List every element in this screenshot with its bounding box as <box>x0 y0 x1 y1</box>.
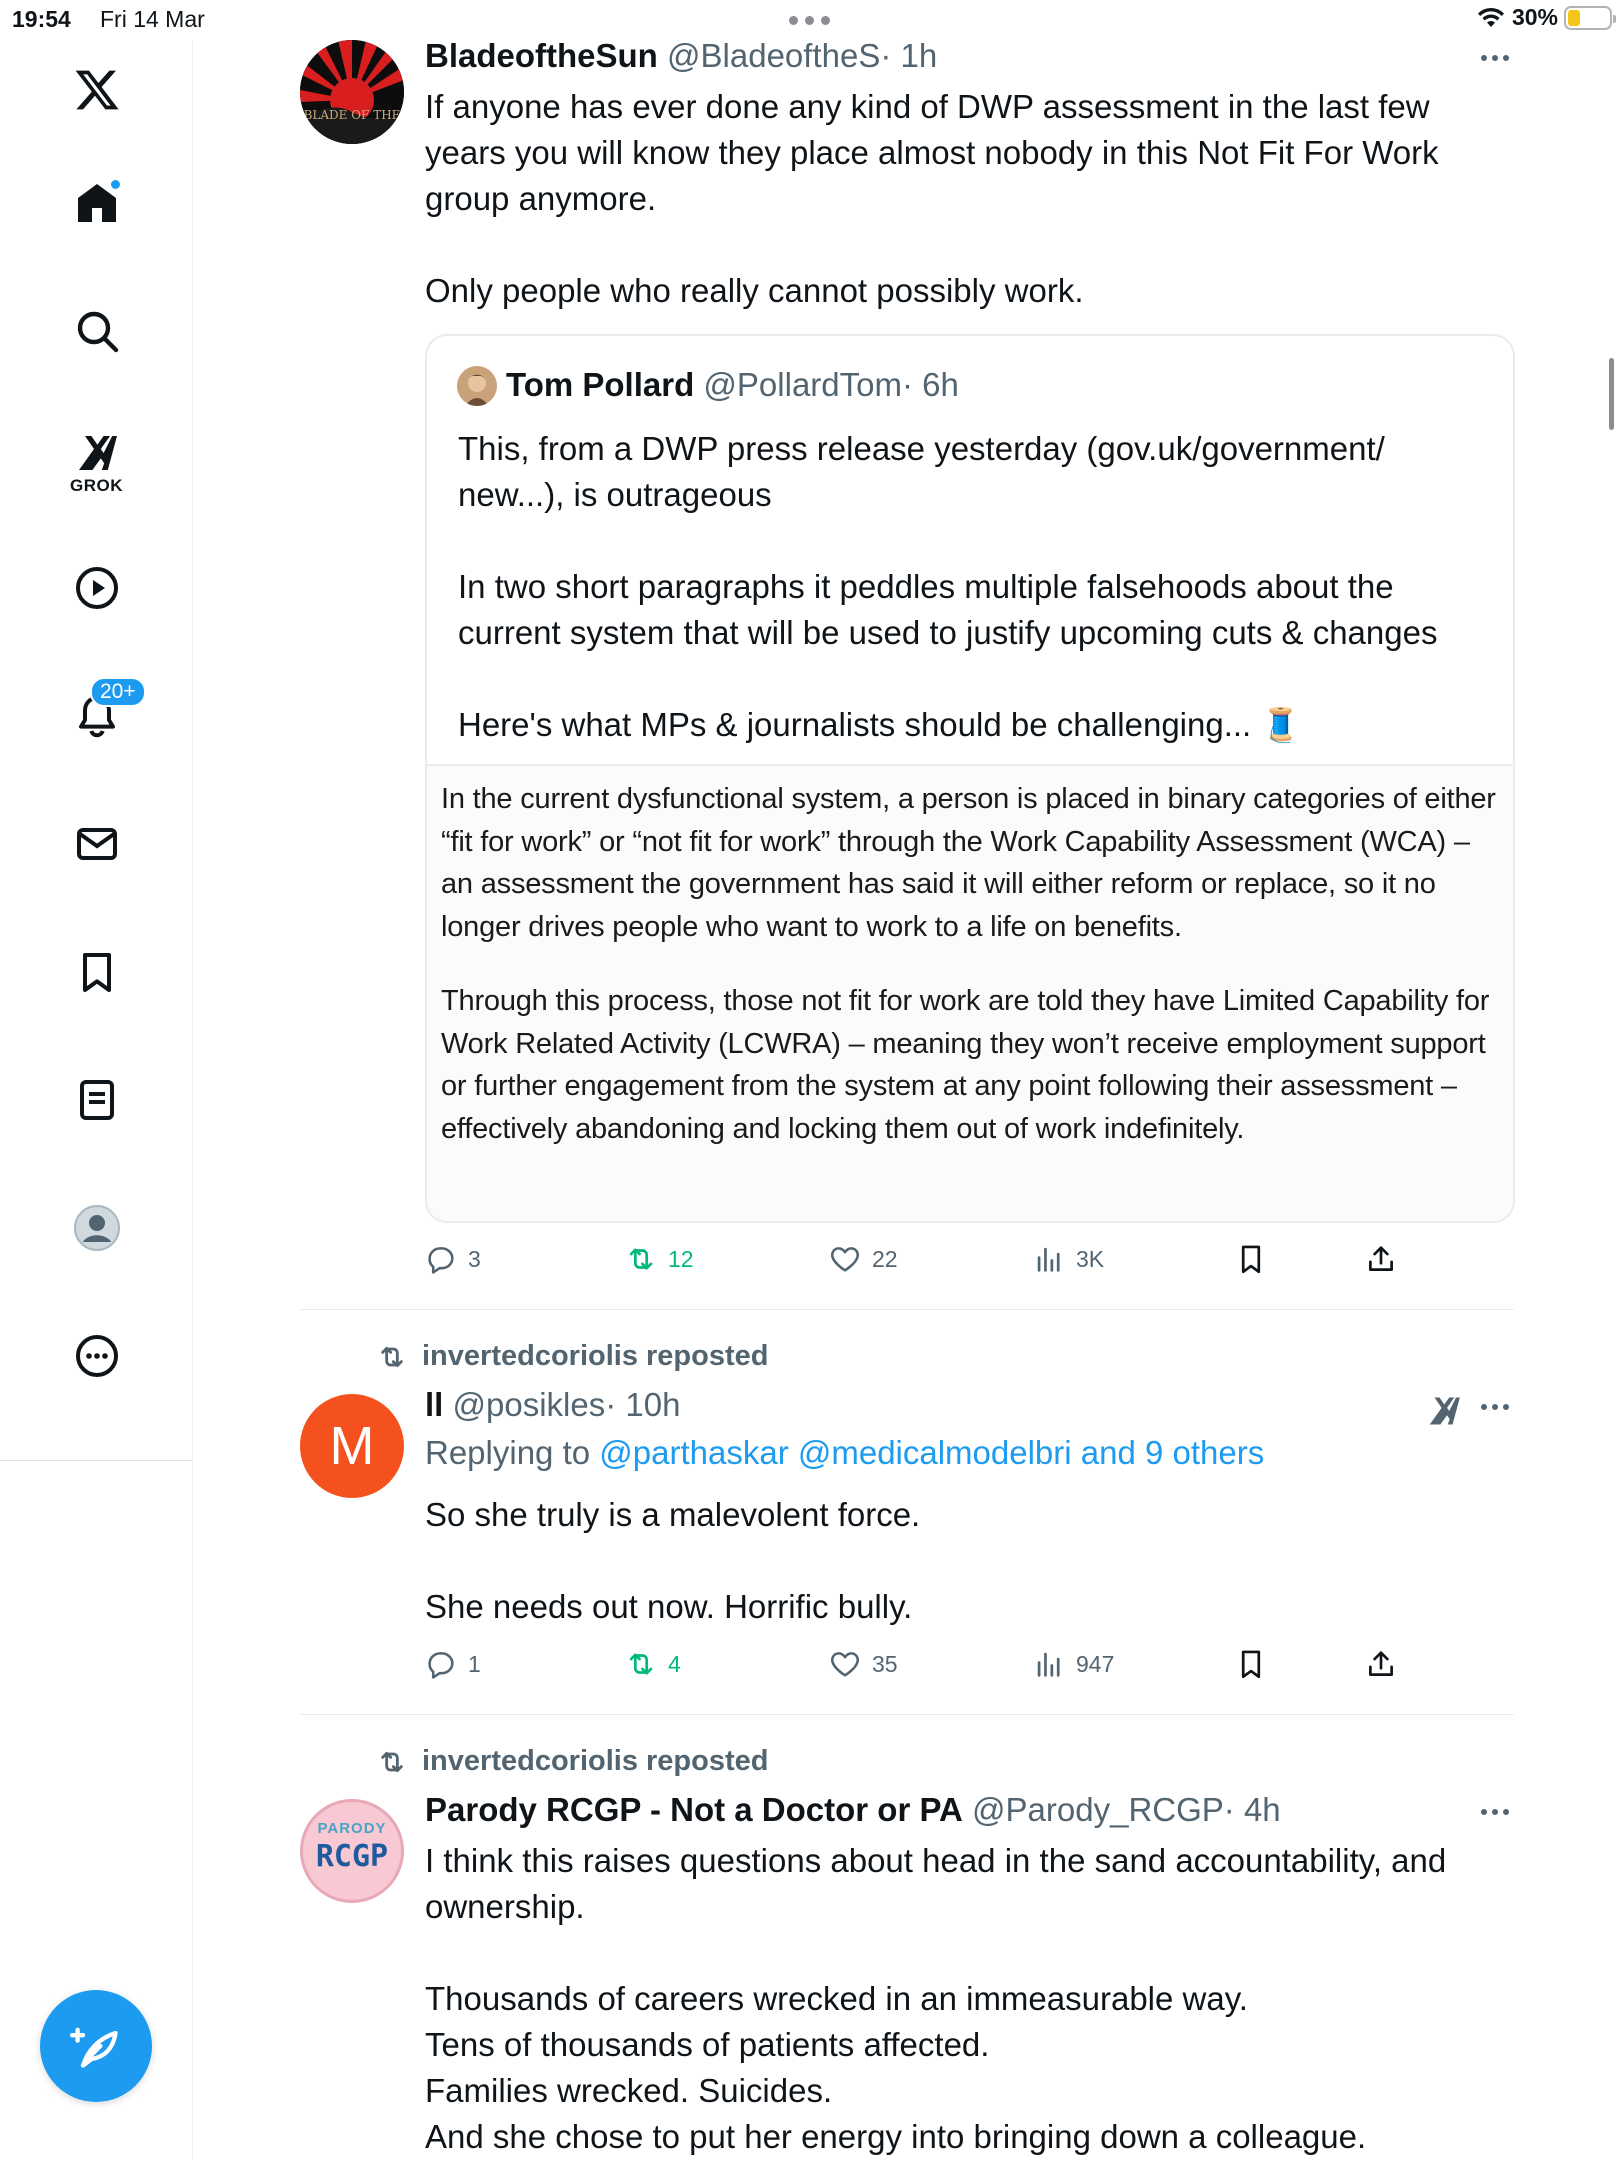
author-name[interactable]: ll <box>425 1386 444 1423</box>
like-button[interactable] <box>828 1242 898 1276</box>
bookmark-icon <box>1234 1647 1268 1681</box>
repost-context[interactable] <box>376 1745 769 1778</box>
bookmark-icon <box>1234 1242 1268 1276</box>
repost-count: 4 <box>668 1650 681 1677</box>
battery-percent: 30% <box>1511 4 1558 30</box>
post-paragraph: She needs out now. Horrific bully. <box>425 1588 913 1625</box>
quoted-post[interactable] <box>425 334 1515 1223</box>
multitasking-dots[interactable] <box>789 16 830 25</box>
quoted-image[interactable] <box>427 764 1515 1223</box>
post-paragraph: Thousands of careers wrecked in an immeasurable way. <box>425 1980 1248 2017</box>
grok-explain-icon[interactable] <box>1425 1392 1463 1430</box>
quoted-avatar[interactable] <box>457 366 497 406</box>
post-paragraph: So she truly is a malevolent force. <box>425 1496 921 1533</box>
post-paragraph: And she chose to put her energy into bringing down a colleague. <box>425 2118 1367 2155</box>
post-text <box>425 84 1515 314</box>
status-time: 19:54 <box>12 6 71 32</box>
author-handle[interactable]: @Parody_RCGP <box>972 1791 1224 1828</box>
repost-icon <box>376 1341 408 1373</box>
compose-feather-icon <box>70 2020 122 2072</box>
post-paragraph: I think this raises questions about head in the sand accountability, and ownership. <box>425 1842 1447 1925</box>
repost-count: 12 <box>668 1245 694 1272</box>
repost-icon <box>376 1746 408 1778</box>
bookmarks-icon[interactable] <box>64 939 130 1005</box>
grok-label: GROK <box>70 476 123 495</box>
like-button[interactable] <box>828 1647 898 1681</box>
reply-button[interactable] <box>424 1242 481 1276</box>
reposted-by: invertedcoriolis reposted <box>422 1340 769 1372</box>
quoted-paragraph: In two short paragraphs it peddles multiple falsehoods about the current system that will be used to justify upcoming cuts & changes <box>458 568 1438 651</box>
post-text <box>425 1492 1515 1630</box>
views-button[interactable] <box>1032 1242 1104 1276</box>
post-time[interactable]: · 4h <box>1223 1791 1281 1828</box>
x-logo-icon[interactable] <box>64 57 130 123</box>
home-new-dot <box>109 178 122 191</box>
profile-avatar-icon[interactable] <box>64 1195 130 1261</box>
post-header <box>425 1791 1281 1829</box>
reply-count: 3 <box>468 1245 481 1272</box>
views-icon <box>1032 1647 1066 1681</box>
search-icon[interactable] <box>64 298 130 364</box>
video-icon[interactable] <box>64 555 130 621</box>
avatar[interactable] <box>300 40 404 144</box>
reply-count: 1 <box>468 1650 481 1677</box>
avatar-letter: M <box>329 1416 375 1476</box>
home-icon[interactable] <box>64 170 130 236</box>
heart-icon <box>828 1242 862 1276</box>
share-button[interactable] <box>1364 1647 1398 1681</box>
quoted-text <box>458 426 1498 748</box>
post-paragraph: Tens of thousands of patients affected. <box>425 2026 990 2063</box>
author-name[interactable]: BladeoftheSun <box>425 37 658 74</box>
avatar-parody-text: PARODY <box>317 1820 387 1837</box>
author-name[interactable]: Parody RCGP - Not a Doctor or PA <box>425 1791 963 1828</box>
views-icon <box>1032 1242 1066 1276</box>
author-handle[interactable]: @posikles <box>452 1386 606 1423</box>
repost-context[interactable] <box>376 1340 769 1373</box>
heart-icon <box>828 1647 862 1681</box>
lists-icon[interactable] <box>64 1067 130 1133</box>
image-text-paragraph: In the current dysfunctional system, a person is placed in binary categories of either “fit for work” or “not fit for work” through the Work Capability Assessment (WCA) – an assessment the government has said it will either reform or replace, so it no longer drives people who want to work to a life on benefits. <box>441 783 1496 943</box>
replying-to <box>425 1434 1264 1472</box>
quoted-author-name[interactable]: Tom Pollard <box>506 366 695 403</box>
repost-button[interactable] <box>624 1647 681 1681</box>
battery-icon <box>1564 6 1612 30</box>
post-time[interactable]: · 10h <box>605 1386 681 1423</box>
quoted-header <box>506 366 959 404</box>
view-count: 3K <box>1076 1245 1105 1272</box>
more-options-icon[interactable] <box>1481 55 1509 61</box>
more-options-icon[interactable] <box>1481 1404 1509 1410</box>
image-text-paragraph: Through this process, those not fit for work are told they have Limited Capability for Work Related Activity (LCWRA) – meaning they won’t receive employment support or further engagement from the system at any point following their assessment – effectively abandoning and locking them out of work indefinitely. <box>441 985 1490 1145</box>
post-paragraph: Families wrecked. Suicides. <box>425 2072 833 2109</box>
share-icon <box>1364 1242 1398 1276</box>
repost-icon <box>624 1242 658 1276</box>
quoted-paragraph: Here's what MPs & journalists should be challenging... 🧵 <box>458 706 1302 743</box>
avatar-logo-text: BLADE OF THE <box>303 108 401 122</box>
repost-icon <box>624 1647 658 1681</box>
quoted-author-handle[interactable]: @PollardTom <box>703 366 902 403</box>
post-header <box>425 1386 680 1424</box>
share-icon <box>1364 1647 1398 1681</box>
reply-icon <box>424 1242 458 1276</box>
avatar-rcgp-text: RCGP <box>315 1839 389 1874</box>
like-count: 22 <box>872 1245 898 1272</box>
post-divider <box>300 1309 1514 1310</box>
avatar[interactable] <box>300 1799 404 1903</box>
more-options-icon[interactable] <box>1481 1809 1509 1815</box>
reply-button[interactable] <box>424 1647 481 1681</box>
post-paragraph: Only people who really cannot possibly work. <box>425 272 1084 309</box>
quoted-paragraph: This, from a DWP press release yesterday (gov.uk/government/ new...), is outrageous <box>458 430 1385 513</box>
repost-button[interactable] <box>624 1242 694 1276</box>
quoted-post-time[interactable]: · 6h <box>902 366 959 403</box>
views-button[interactable] <box>1032 1647 1114 1681</box>
status-right <box>1476 4 1612 31</box>
view-count: 947 <box>1076 1650 1115 1677</box>
author-handle[interactable]: @BladeoftheS <box>667 37 881 74</box>
compose-button[interactable] <box>40 1990 152 2102</box>
notifications-badge: 20+ <box>90 677 146 707</box>
sidebar-nav <box>0 40 193 2160</box>
wifi-icon <box>1476 6 1506 30</box>
avatar[interactable] <box>300 1394 404 1498</box>
scroll-indicator[interactable] <box>1609 358 1614 430</box>
reposted-by: invertedcoriolis reposted <box>422 1745 769 1777</box>
post-text <box>425 1838 1515 2160</box>
reply-icon <box>424 1647 458 1681</box>
sidebar-divider <box>0 1460 193 1461</box>
bookmark-button[interactable] <box>1234 1647 1268 1681</box>
replying-to-links[interactable]: @parthaskar @medicalmodelbri and 9 others <box>599 1434 1265 1471</box>
post-paragraph: If anyone has ever done any kind of DWP assessment in the last few years you will know they place almost nobody in this Not Fit For Work group anymore. <box>425 88 1439 217</box>
post-header <box>425 37 937 75</box>
notifications-icon[interactable] <box>64 680 136 749</box>
more-menu-icon[interactable] <box>64 1323 130 1389</box>
share-button[interactable] <box>1364 1242 1398 1276</box>
replying-to-prefix: Replying to <box>425 1434 600 1471</box>
like-count: 35 <box>872 1650 898 1677</box>
post-divider <box>300 1714 1514 1715</box>
messages-icon[interactable] <box>64 811 130 877</box>
status-date: Fri 14 Mar <box>100 6 205 32</box>
status-bar <box>0 0 1620 40</box>
bookmark-button[interactable] <box>1234 1242 1268 1276</box>
post-time[interactable]: · 1h <box>880 37 938 74</box>
